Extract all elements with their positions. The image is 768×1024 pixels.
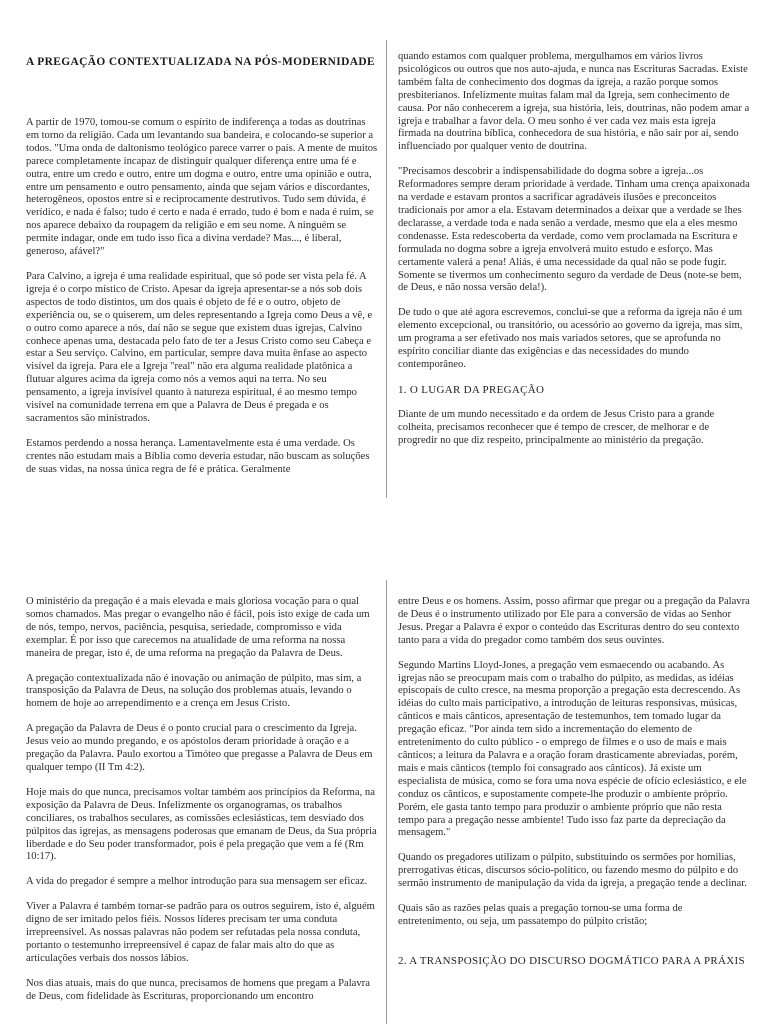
paragraph: De tudo o que até agora escrevemos, conclui-se que a reforma da igreja não é um elemento excepcional, ou transitório, ou acessório ao governo da igreja, mas sim, um programa a ser efetivado nos mais variados setores, que se aprofunda no espírito conciliar diante das exigências e das necessidades do mundo contemporâneo. — [398, 307, 743, 370]
section-heading: 2. A TRANSPOSIÇÃO DO DISCURSO DOGMÁTICO PARA A PRÁXIS — [398, 954, 745, 967]
paragraph: Segundo Martins Lloyd-Jones, a pregação vem esmaecendo ou acabando. As igrejas não se preocupam mais com o trabalho do púlpito, as medidas, as idéias episcopais de culto cresce, na mesma proporção a pregação esta decrescendo. As idéias do culto mais participativo, a introdução de leituras responsivas, músicas, cânticos e mais cânticos, apresentação de testemunhos, tem tomado lugar da pregação eficaz. "Por ainda tem sido a incrementação do elemento de entretenimento do culto público - o emprego de filmes e o uso de mais e mais cânticos; a leitura da Palavra e a oração foram drasticamente abreviadas, porém, mais e mais cânticos (templo foi consagrado aos cânticos). Já existe um especialista de música, como se fora uma nova espécie de ofício eclesiástico, e ele conduz os cânticos, e supostamente compete-lhe produzir o ambiente próprio. Porém, ele gasta tanto tempo para produzir o ambiente próprio que não resta tempo para a pregação nesse ambiente! Tudo isso faz parte da depreciação da mensagem." — [398, 659, 747, 839]
page-1-left-column — [26, 55, 378, 489]
page-2 — [0, 512, 768, 1024]
paragraph: Nos dias atuais, mais do que nunca, precisamos de homens que pregam a Palavra de Deus, com fidelidade às Escrituras, proporcionando um encontro — [26, 977, 370, 1002]
paragraph: Para Calvino, a igreja é uma realidade espiritual, que só pode ser vista pela fé. A igreja é o corpo místico de Cristo. Apesar da igreja apresentar-se a nós sob dois aspectos de todo distintos, um dos quais é objeto de fé e o outro, objeto de experiência ou, se o quiserem, um deles representando a Igreja como Deus a vê, e o outro como aparece a nós, daí não se segue que existem duas igrejas, Calvino conhece apenas uma, destacada pelo fato de ter a Jesus Cristo como seu Cabeça e estar a Seu serviço. Calvino, em particular, sempre dava muita ênfase ao aspecto visível da igreja. Para ele a Igreja "real" não era alguma realidade platônica a flutuar algures acima da igreja como nós a vemos aqui na terra. No seu pensamento, a igreja invisível quanto à natureza espiritual, é ao mesmo tempo visível na comunidade terrena em que a Palavra de Deus é pregada e os sacramentos são ministrados. — [26, 270, 373, 424]
page-1-right-column — [398, 51, 750, 459]
paragraph: Estamos perdendo a nossa herança. Lamentavelmente esta é uma verdade. Os crentes não estudam mais a Bíblia como deveria estudar, não buscam as soluções de suas vidas, na nossa única regra de fé e prática. Geralmente — [26, 437, 370, 475]
paragraph: A pregação da Palavra de Deus é o ponto crucial para o crescimento da Igreja. Jesus veio ao mundo pregando, e os apóstolos deram prioridade à oração e a pregação da Palavra. Paulo exortou a Timóteo que pregasse a Palavra de Deus em qualquer tempo (II Tm 4:2). — [26, 723, 373, 773]
document-title: A PREGAÇÃO CONTEXTUALIZADA NA PÓS-MODERNIDADE — [26, 56, 375, 68]
paragraph: Quais são as razões pelas quais a pregação tornou-se uma forma de entretenimento, ou seja, um passatempo do púlpito cristão; — [398, 903, 683, 927]
paragraph: Quando os pregadores utilizam o púlpito, substituindo os sermões por homilias, prerrogativas éticas, discursos sócio-político, ou fazendo mesmo do púlpito e do sermão instrumento de manipulação da vida da igreja, a pregação tende a declinar. — [398, 852, 747, 890]
paragraph: A partir de 1970, tomou-se comum o espírito de indiferença a todas as doutrinas em torno da religião. Cada um levantando sua bandeira, e colocando-se superior a todos. "Uma onda de daltonismo teológico parece varrer o país. A mente de muitos parece completamente incapaz de distinguir qualquer diferença entre uma fé e outra, entre um credo e outro, entre um dogma e outro, entre uma opinião e outra, entre um pensamento e outro pensamento, ainda que sejam vários e discordantes, heterogêneos, opostos entre si e reciprocamente destrutivos. Tudo sem dúvida, é verídico, e nada é falso; tudo é certo e nada é errado, tudo é bom e nada é ruim, se nos aparece debaixo da roupagem da religião e em seu nome. A ninguém se permite indagar, onde em tudo isso fica a divina verdade? Mas..., é liberal, generoso, afável?" — [26, 117, 378, 258]
page-2-right-column — [398, 596, 750, 980]
paragraph: entre Deus e os homens. Assim, posso afirmar que pregar ou a pregação da Palavra de Deus é o instrumento utilizado por Ele para a conversão de vidas ao Senhor Jesus. Pregar a Palavra é expor o conteúdo das Escrituras dentro do seu contexto tanto para a vida do pregador como também dos seus ouvintes. — [398, 596, 750, 646]
column-divider — [386, 40, 387, 498]
paragraph: Viver a Palavra é também tornar-se padrão para os outros seguirem, isto é, alguém digno de ser imitado pelos fiéis. Nossos líderes precisam ter uma conduta irrepreensível. As nossas palavras não podem ser refutadas pela nossa conduta, portanto o testemunho irrepreensível é capaz de falar mais alto do que as articulações verbais dos nossos lábios. — [26, 901, 375, 964]
paragraph: Diante de um mundo necessitado e da ordem de Jesus Cristo para a grande colheita, precisamos reconhecer que é tempo de crescer, de melhorar e de progredir no que diz respeito, principalmente ao ministério da pregação. — [398, 408, 715, 446]
paragraph: A pregação contextualizada não é inovação ou animação de púlpito, mas sim, a transposição da Palavra de Deus, na solução dos problemas atuais, levando o homem de hoje ao arrependimento e a crença em Jesus Cristo. — [26, 672, 362, 710]
paragraph: O ministério da pregação é a mais elevada e mais gloriosa vocação para o qual somos chamados. Mas pregar o evangelho não é fácil, pois isto exige de cada um de nós, tempo, nervos, paciência, pesquisa, seriedade, compromisso e vida exemplar. É por isso que carecemos na atualidade de uma reforma na nossa maneira de pregar, isto é, de uma reforma na pregação da Palavra de Deus. — [26, 596, 370, 659]
paragraph: Hoje mais do que nunca, precisamos voltar também aos princípios da Reforma, na exposição da Palavra de Deus. Infelizmente os organogramas, os trabalhos conciliares, os trabalhos seculares, as comissões eclesiásticas, tem desviado dos púlpitos das igrejas, as mensagens poderosas que emanam de Deus, da Sua própria liberdade e do Seu poder transformador, pois é pela pregação que vem a fé (Rm 10:17). — [26, 786, 377, 863]
column-divider — [386, 580, 387, 1024]
page-2-left-column — [26, 596, 378, 1016]
paragraph: quando estamos com qualquer problema, mergulhamos em vários livros psicológicos ou outros que nos auto-ajuda, e nunca nas Escrituras Sacradas. Existe também falta de conhecimento dos dogmas da igreja, a razão porque somos presbiterianos. Infelizmente muitas falam mal da Igreja, sem conhecimento de causa. Por não conhecerem a igreja, sua história, leis, doutrinas, não podem amar a igreja e trabalhar a favor dela. O meu sonho é ver cada vez mais esta igreja firmada na doutrina bíblica, conhecedora de sua história, e não sair por aí, sendo influenciado por qualquer vento de doutrina. — [398, 51, 750, 153]
paragraph: "Precisamos descobrir a indispensabilidade do dogma sobre a igreja...os Reformadores sempre deram prioridade à verdade. Tinham uma crença apaixonada na verdade e estavam prontos a sacrificar agradáveis ilusões e preconceitos tradicionais por amor a ela. Estavam determinados a deixar que a verdade se lhes declarasse, a verdade toda e nada senão a verdade, mesmo que ela a eles mesmo condenasse. Esta redescoberta da verdade, como vem proclamada na Escritura e formulada no dogma sobre a igreja envolverá muito estudo e esforço. Mas certamente valerá a pena! Aliás, é uma necessidade da qual não se pode fugir. Somente se tivermos um conhecimento seguro da verdade de Deus (note-se bem, de Deus, e não nossa versão dela!). — [398, 166, 750, 294]
section-heading: 1. O LUGAR DA PREGAÇÃO — [398, 383, 545, 396]
paragraph: A vida do pregador é sempre a melhor introdução para sua mensagem ser eficaz. — [26, 876, 368, 888]
